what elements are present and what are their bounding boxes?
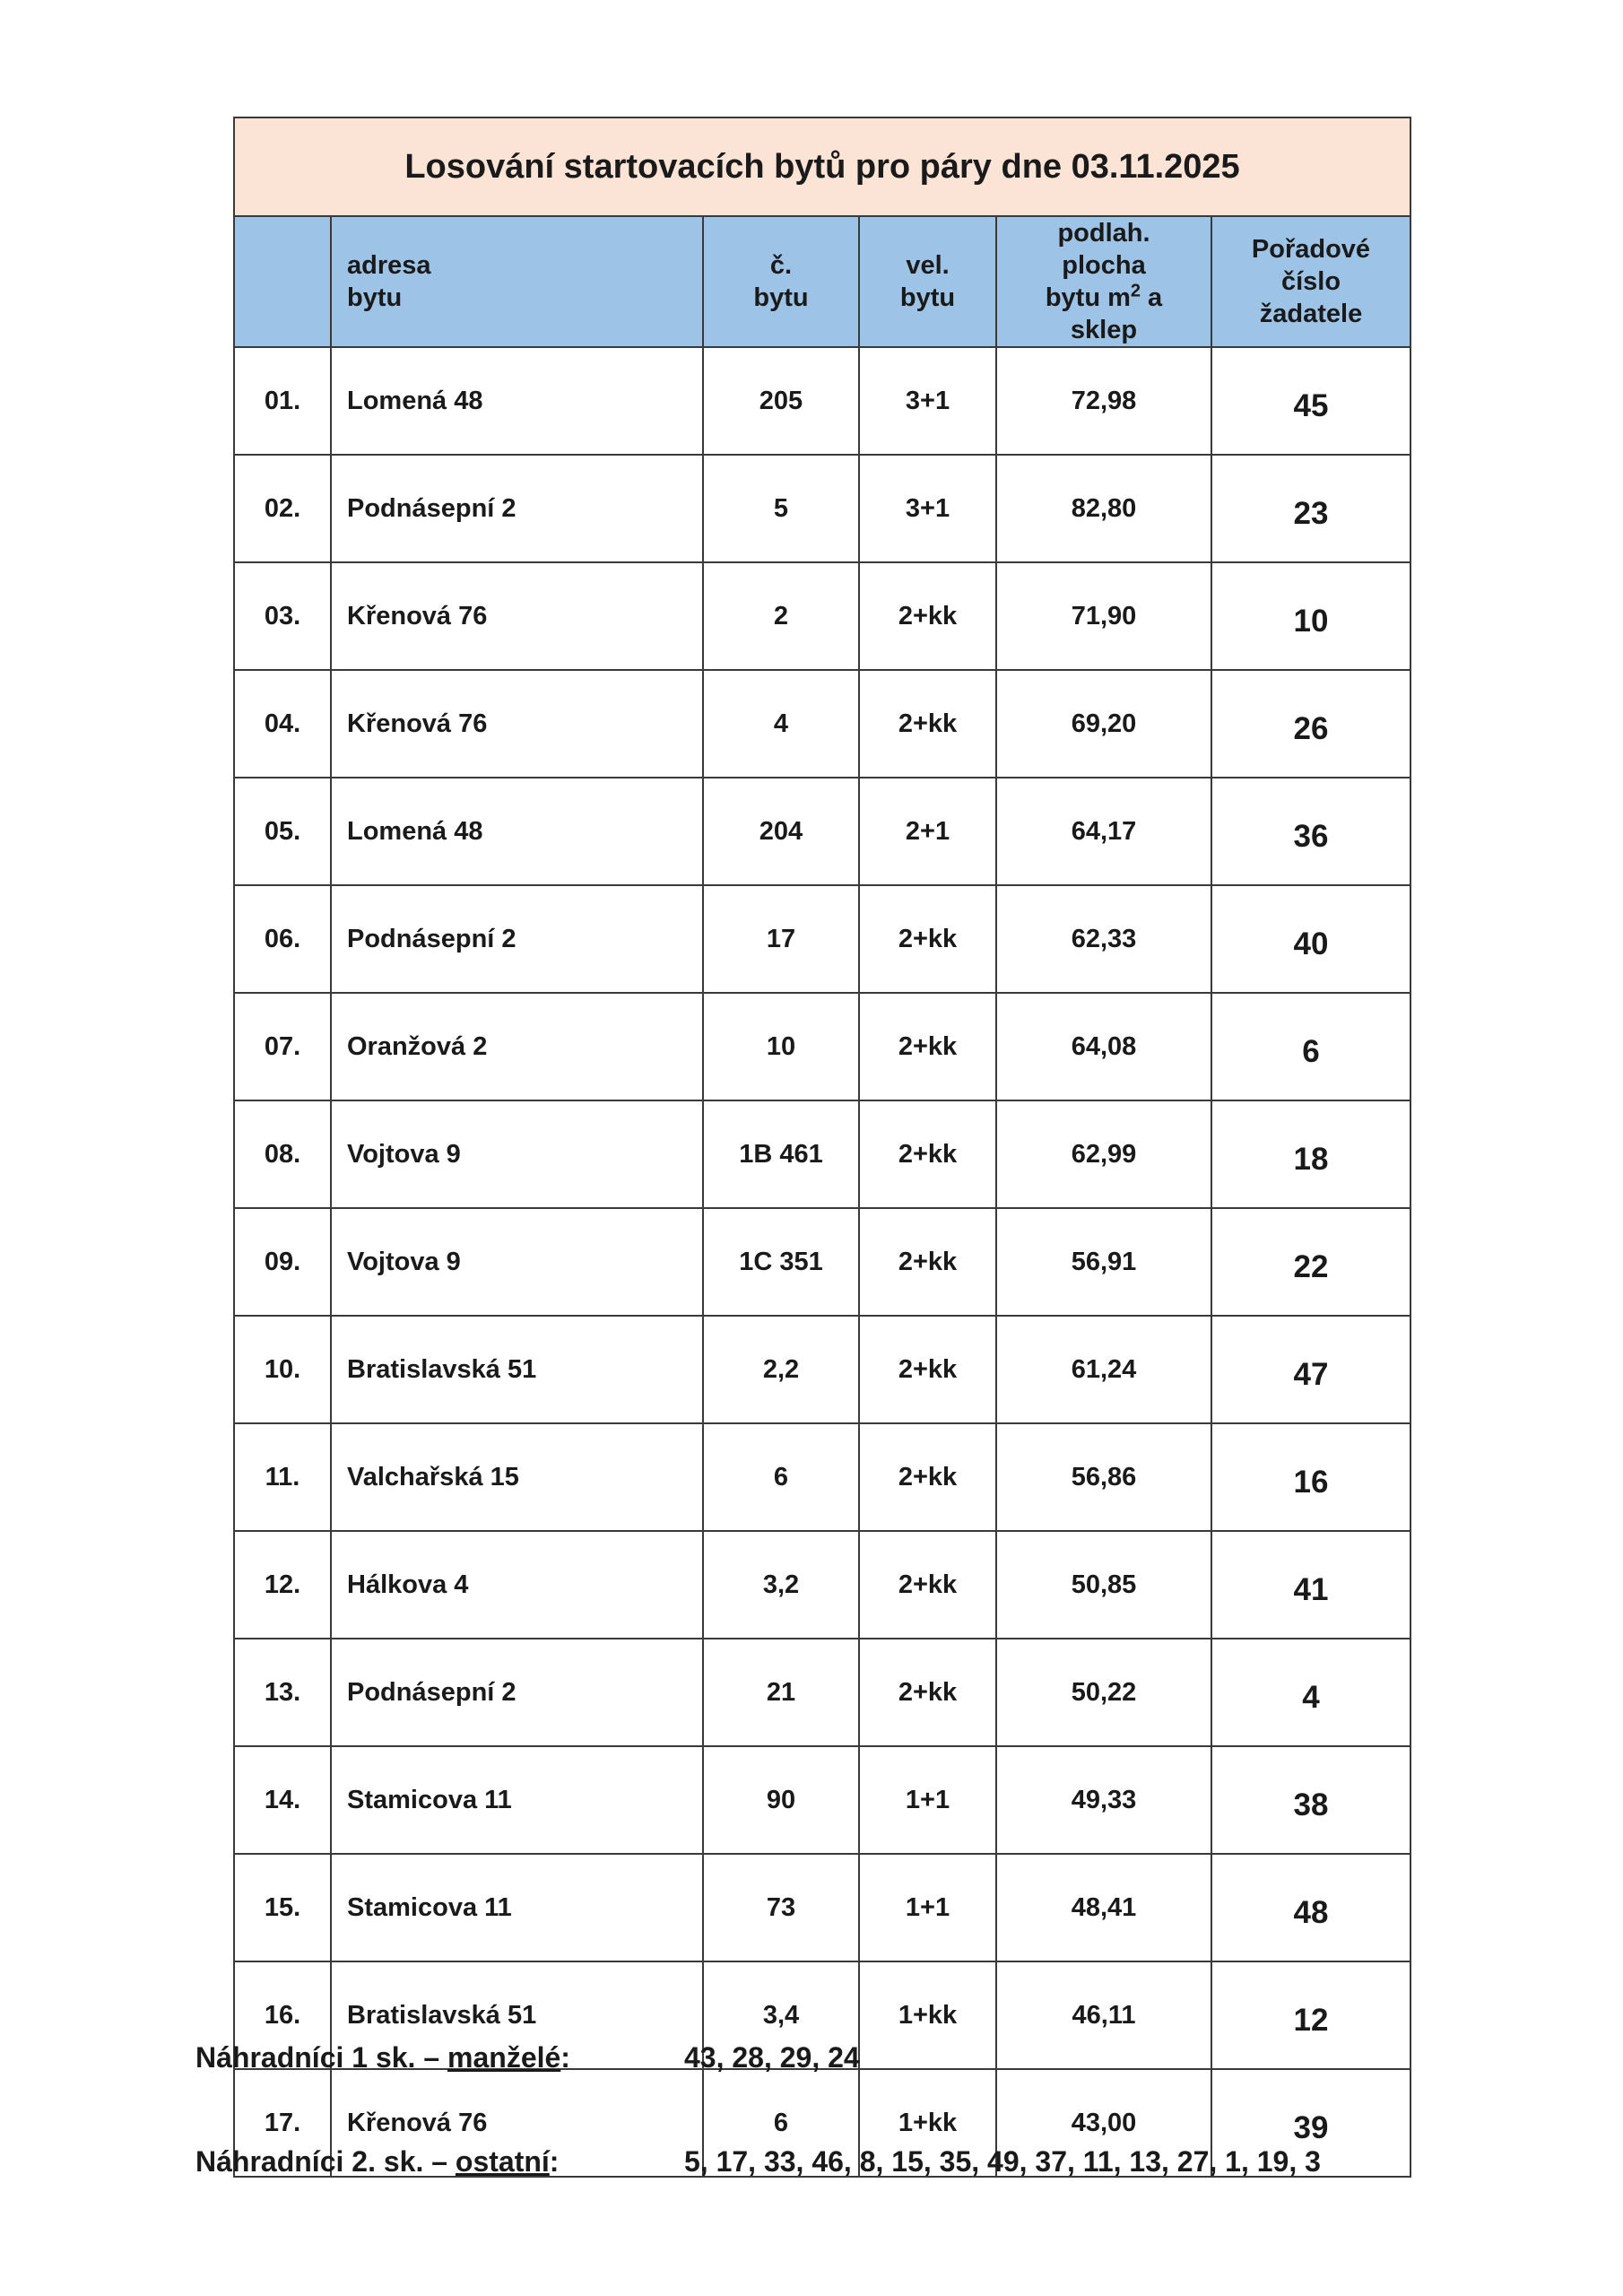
cell-size: 2+kk bbox=[859, 1316, 996, 1423]
cell-address: Křenová 76 bbox=[331, 670, 703, 778]
cell-size: 2+kk bbox=[859, 1423, 996, 1531]
cell-area: 56,91 bbox=[996, 1208, 1211, 1316]
cell-area: 49,33 bbox=[996, 1746, 1211, 1854]
cell-area: 48,41 bbox=[996, 1854, 1211, 1961]
table-row bbox=[234, 1531, 1410, 1639]
cell-order: 06. bbox=[234, 885, 331, 993]
cell-size: 2+kk bbox=[859, 993, 996, 1100]
table-row bbox=[234, 1316, 1410, 1423]
cell-size: 2+kk bbox=[859, 562, 996, 670]
cell-order: 09. bbox=[234, 1208, 331, 1316]
header-applicant: Pořadové číslo žadatele bbox=[1211, 216, 1410, 347]
cell-area: 50,22 bbox=[996, 1639, 1211, 1746]
alternates-label: Náhradníci 1 sk. – manželé: bbox=[195, 2041, 570, 2074]
cell-order: 03. bbox=[234, 562, 331, 670]
header-row bbox=[234, 216, 1410, 347]
header-size: vel. bytu bbox=[859, 216, 996, 347]
cell-area: 43,00 bbox=[996, 2069, 1211, 2177]
cell-area: 64,17 bbox=[996, 778, 1211, 885]
cell-address: Oranžová 2 bbox=[331, 993, 703, 1100]
cell-order: 02. bbox=[234, 455, 331, 562]
cell-order: 13. bbox=[234, 1639, 331, 1746]
cell-number: 17 bbox=[703, 885, 859, 993]
cell-address: Bratislavská 51 bbox=[331, 1316, 703, 1423]
table-row bbox=[234, 778, 1410, 885]
cell-number: 3,4 bbox=[703, 1961, 859, 2069]
cell-order: 07. bbox=[234, 993, 331, 1100]
cell-size: 3+1 bbox=[859, 347, 996, 455]
cell-number: 205 bbox=[703, 347, 859, 455]
cell-number: 6 bbox=[703, 2069, 859, 2177]
table-row bbox=[234, 670, 1410, 778]
cell-applicant: 18 bbox=[1211, 1100, 1410, 1208]
cell-number: 1B 461 bbox=[703, 1100, 859, 1208]
cell-address: Valchařská 15 bbox=[331, 1423, 703, 1531]
cell-applicant: 26 bbox=[1211, 670, 1410, 778]
header-address: adresa bytu bbox=[331, 216, 703, 347]
cell-size: 2+kk bbox=[859, 1100, 996, 1208]
table-row bbox=[234, 1208, 1410, 1316]
lottery-table bbox=[233, 117, 1411, 2178]
cell-address: Podnásepní 2 bbox=[331, 455, 703, 562]
cell-applicant: 16 bbox=[1211, 1423, 1410, 1531]
cell-area: 69,20 bbox=[996, 670, 1211, 778]
cell-number: 5 bbox=[703, 455, 859, 562]
cell-size: 2+1 bbox=[859, 778, 996, 885]
cell-number: 4 bbox=[703, 670, 859, 778]
table-title: Losování startovacích bytů pro páry dne 03.11.2025 bbox=[234, 117, 1410, 216]
alternates-values: 43, 28, 29, 24 bbox=[684, 2041, 860, 2074]
cell-number: 6 bbox=[703, 1423, 859, 1531]
cell-order: 16. bbox=[234, 1961, 331, 2069]
cell-address: Stamicova 11 bbox=[331, 1854, 703, 1961]
cell-applicant: 6 bbox=[1211, 993, 1410, 1100]
table-row bbox=[234, 347, 1410, 455]
cell-applicant: 47 bbox=[1211, 1316, 1410, 1423]
cell-size: 2+kk bbox=[859, 1208, 996, 1316]
table-row bbox=[234, 455, 1410, 562]
alternates-label: Náhradníci 2. sk. – ostatní: bbox=[195, 2145, 560, 2178]
cell-size: 2+kk bbox=[859, 885, 996, 993]
cell-area: 71,90 bbox=[996, 562, 1211, 670]
cell-order: 05. bbox=[234, 778, 331, 885]
cell-address: Podnásepní 2 bbox=[331, 885, 703, 993]
cell-area: 62,99 bbox=[996, 1100, 1211, 1208]
table-row bbox=[234, 1854, 1410, 1961]
table-body bbox=[234, 347, 1410, 2177]
cell-order: 12. bbox=[234, 1531, 331, 1639]
cell-applicant: 36 bbox=[1211, 778, 1410, 885]
cell-address: Křenová 76 bbox=[331, 562, 703, 670]
cell-address: Bratislavská 51 bbox=[331, 1961, 703, 2069]
cell-area: 50,85 bbox=[996, 1531, 1211, 1639]
cell-address: Vojtova 9 bbox=[331, 1208, 703, 1316]
cell-number: 204 bbox=[703, 778, 859, 885]
cell-applicant: 4 bbox=[1211, 1639, 1410, 1746]
cell-area: 56,86 bbox=[996, 1423, 1211, 1531]
cell-number: 73 bbox=[703, 1854, 859, 1961]
cell-order: 15. bbox=[234, 1854, 331, 1961]
cell-applicant: 38 bbox=[1211, 1746, 1410, 1854]
cell-address: Podnásepní 2 bbox=[331, 1639, 703, 1746]
header-number: č. bytu bbox=[703, 216, 859, 347]
title-row bbox=[234, 117, 1410, 216]
header-order bbox=[234, 216, 331, 347]
cell-applicant: 23 bbox=[1211, 455, 1410, 562]
cell-order: 14. bbox=[234, 1746, 331, 1854]
table-row bbox=[234, 885, 1410, 993]
alternates-values: 5, 17, 33, 46, 8, 15, 35, 49, 37, 11, 13, 27, 1, 19, 3 bbox=[684, 2145, 1321, 2178]
cell-applicant: 40 bbox=[1211, 885, 1410, 993]
cell-order: 08. bbox=[234, 1100, 331, 1208]
cell-size: 1+1 bbox=[859, 1746, 996, 1854]
cell-order: 10. bbox=[234, 1316, 331, 1423]
table-row bbox=[234, 1639, 1410, 1746]
cell-number: 1C 351 bbox=[703, 1208, 859, 1316]
cell-address: Lomená 48 bbox=[331, 778, 703, 885]
cell-address: Hálkova 4 bbox=[331, 1531, 703, 1639]
cell-area: 46,11 bbox=[996, 1961, 1211, 2069]
cell-area: 64,08 bbox=[996, 993, 1211, 1100]
cell-order: 11. bbox=[234, 1423, 331, 1531]
cell-number: 2,2 bbox=[703, 1316, 859, 1423]
cell-applicant: 45 bbox=[1211, 347, 1410, 455]
header-area: podlah. plocha bytu $m^2$ a sklep bbox=[996, 216, 1211, 347]
cell-order: 04. bbox=[234, 670, 331, 778]
cell-applicant: 12 bbox=[1211, 1961, 1410, 2069]
cell-number: 10 bbox=[703, 993, 859, 1100]
cell-number: 2 bbox=[703, 562, 859, 670]
table-row bbox=[234, 993, 1410, 1100]
cell-address: Lomená 48 bbox=[331, 347, 703, 455]
cell-size: 3+1 bbox=[859, 455, 996, 562]
cell-size: 2+kk bbox=[859, 670, 996, 778]
table-row bbox=[234, 1746, 1410, 1854]
cell-size: 2+kk bbox=[859, 1639, 996, 1746]
cell-applicant: 22 bbox=[1211, 1208, 1410, 1316]
cell-size: 1+1 bbox=[859, 1854, 996, 1961]
cell-applicant: 41 bbox=[1211, 1531, 1410, 1639]
cell-size: 1+kk bbox=[859, 1961, 996, 2069]
cell-address: Křenová 76 bbox=[331, 2069, 703, 2177]
cell-address: Vojtova 9 bbox=[331, 1100, 703, 1208]
cell-area: 62,33 bbox=[996, 885, 1211, 993]
cell-address: Stamicova 11 bbox=[331, 1746, 703, 1854]
table-row bbox=[234, 1100, 1410, 1208]
cell-number: 3,2 bbox=[703, 1531, 859, 1639]
cell-area: 61,24 bbox=[996, 1316, 1211, 1423]
cell-applicant: 48 bbox=[1211, 1854, 1410, 1961]
cell-size: 2+kk bbox=[859, 1531, 996, 1639]
cell-applicant: 10 bbox=[1211, 562, 1410, 670]
cell-area: 72,98 bbox=[996, 347, 1211, 455]
cell-number: 90 bbox=[703, 1746, 859, 1854]
cell-applicant: 39 bbox=[1211, 2069, 1410, 2177]
cell-size: 1+kk bbox=[859, 2069, 996, 2177]
table-row bbox=[234, 1423, 1410, 1531]
table-row bbox=[234, 562, 1410, 670]
cell-area: 82,80 bbox=[996, 455, 1211, 562]
cell-order: 17. bbox=[234, 2069, 331, 2177]
cell-order: 01. bbox=[234, 347, 331, 455]
cell-number: 21 bbox=[703, 1639, 859, 1746]
